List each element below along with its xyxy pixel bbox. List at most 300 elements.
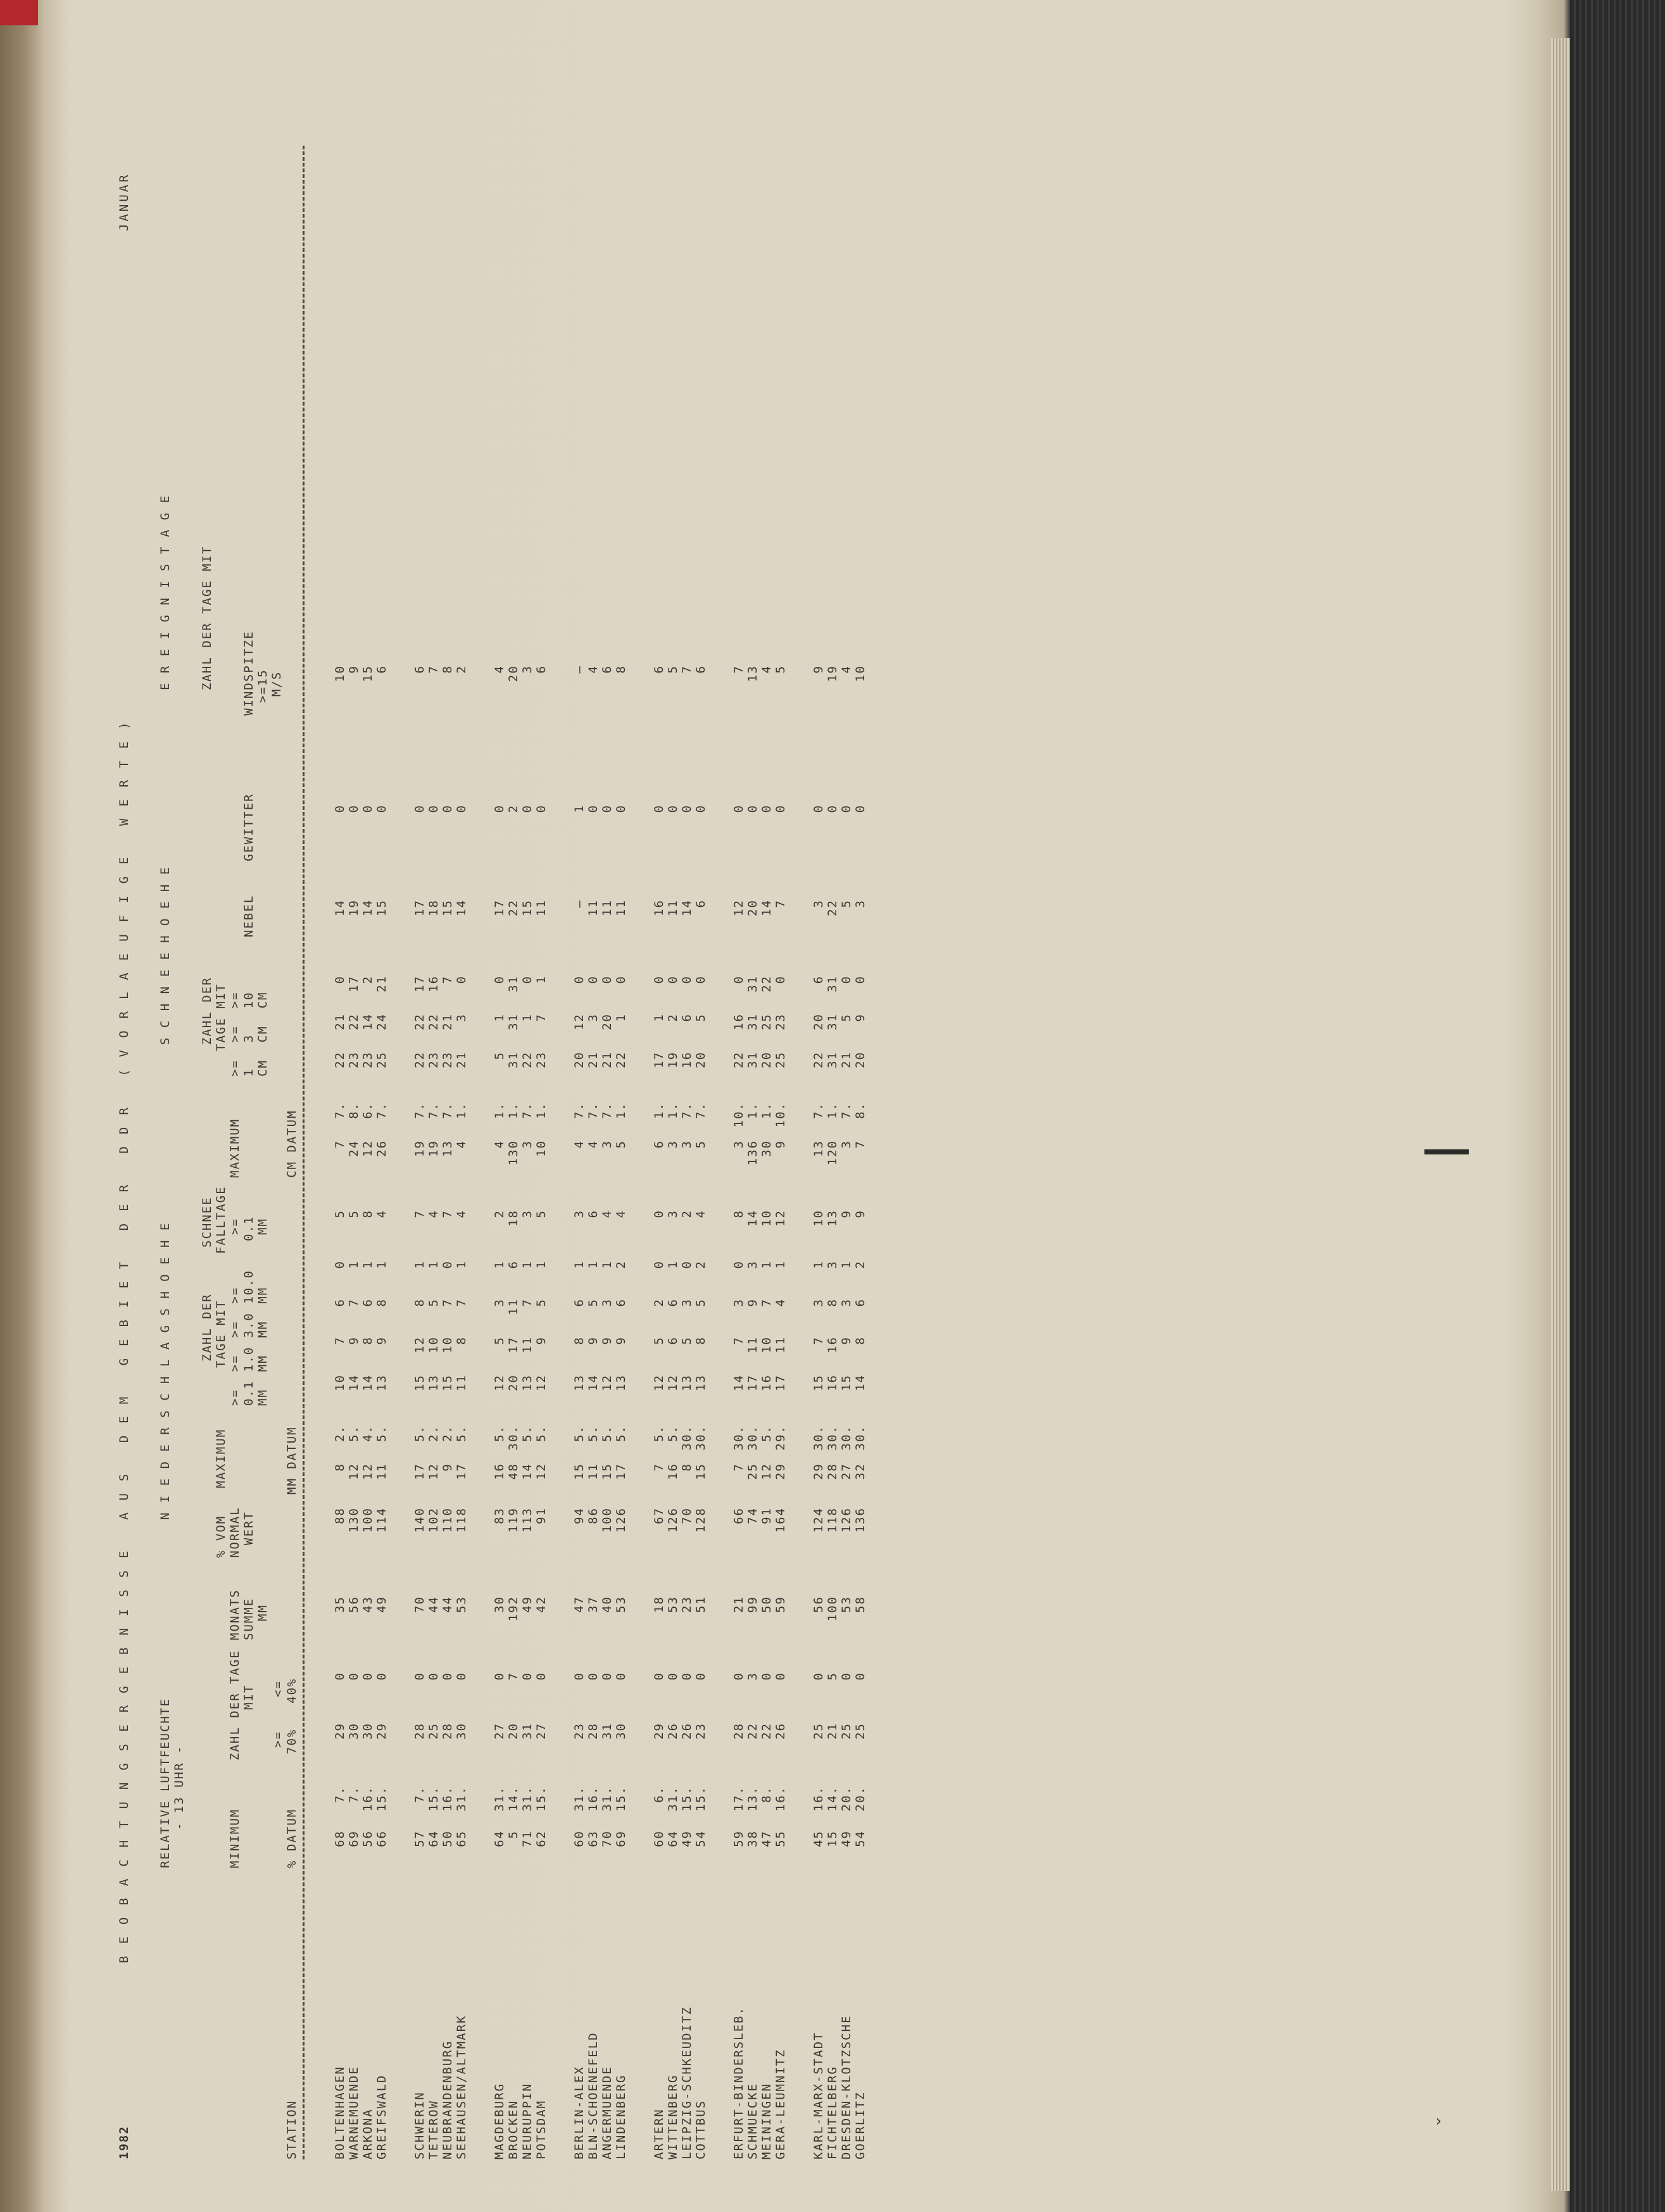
table-cell: 100 [361, 1507, 375, 1533]
table-cell: 7. [839, 1102, 853, 1119]
page-title: BEOBACHTUNGSERGEBNISSE AUS DEM GEBIET DER DDR (VORLAEUFIGE WERTE) [117, 710, 131, 1963]
table-cell: 26 [666, 1722, 680, 1740]
table-cell: 10 [760, 1336, 774, 1353]
table-cell: 8 [853, 1336, 867, 1345]
table-cell: 0 [375, 1672, 389, 1681]
table-cell: 18 [506, 1210, 520, 1227]
table-cell: 5 [534, 1298, 548, 1307]
table-cell: 49 [520, 1596, 534, 1613]
table-cell: 31 [826, 1013, 839, 1030]
table-cell: 30. [812, 1425, 826, 1451]
table-cell: 0 [680, 975, 694, 984]
table-cell: 5. [347, 1425, 361, 1442]
table-cell: 6 [361, 1298, 375, 1307]
table-cell: 3 [732, 1140, 746, 1149]
table-cell: 23 [347, 1051, 361, 1068]
table-cell: 8. [853, 1102, 867, 1119]
table-row [826, 76, 839, 2166]
table-cell: 17 [746, 1374, 760, 1391]
col-header-snow-depth-units: CM CM CM [256, 991, 270, 1077]
table-cell: 13 [375, 1374, 389, 1391]
table-cell: 25 [812, 1722, 826, 1740]
table-cell: 5. [534, 1425, 548, 1442]
table-cell: 15 [826, 1830, 839, 1847]
table-cell: 0 [586, 1672, 600, 1681]
table-cell: 8. [347, 1102, 361, 1119]
station-name: LINDENBERG [614, 2074, 628, 2159]
table-cell: 15. [694, 1786, 708, 1812]
table-cell: 0 [361, 1672, 375, 1681]
table-cell: 5 [666, 665, 680, 674]
table-cell: 25 [427, 1722, 441, 1740]
table-cell: 0 [333, 804, 347, 813]
table-cell: 17 [413, 899, 427, 916]
table-cell: 5 [333, 1210, 347, 1218]
station-name: POTSDAM [534, 2099, 548, 2159]
table-cell: 8 [826, 1298, 839, 1307]
table-cell: 3 [520, 1210, 534, 1218]
table-cell: 1 [652, 1013, 666, 1022]
table-cell: 15 [812, 1374, 826, 1391]
col-header-sum-unit: MM [256, 1604, 270, 1621]
table-cell: 13 [441, 1140, 455, 1157]
table-cell: 21 [375, 975, 389, 992]
table-cell: 13 [826, 1210, 839, 1227]
table-cell: 3 [839, 1140, 853, 1149]
year-label: 1982 [117, 2125, 131, 2159]
table-cell: 16 [732, 1013, 746, 1030]
table-cell: 64 [493, 1830, 506, 1847]
table-cell: 1 [572, 1260, 586, 1269]
table-cell: 0 [333, 1260, 347, 1269]
table-cell: 1 [520, 1013, 534, 1022]
table-cell: 94 [572, 1507, 586, 1524]
table-cell: 0 [652, 1210, 666, 1218]
table-cell: 14 [361, 1013, 375, 1030]
table-cell: 99 [746, 1596, 760, 1613]
table-cell: 31 [746, 1051, 760, 1068]
table-cell: 49 [839, 1830, 853, 1847]
table-cell: 136 [853, 1507, 867, 1533]
table-cell: 11 [666, 899, 680, 916]
col-header-mm-date: MM DATUM [285, 1426, 299, 1495]
table-cell: 6 [572, 1298, 586, 1307]
table-cell: 5 [614, 1140, 628, 1149]
table-cell: 7 [732, 1463, 746, 1472]
table-cell: 1 [774, 1260, 788, 1269]
table-cell: 14 [732, 1374, 746, 1391]
table-cell: 26 [375, 1140, 389, 1157]
table-cell: 51 [694, 1596, 708, 1613]
table-cell: 19 [427, 1140, 441, 1157]
table-cell: 128 [694, 1507, 708, 1533]
table-cell: 31. [493, 1786, 506, 1812]
rotated-data-sheet [95, 76, 1513, 2166]
table-cell: 12 [493, 1374, 506, 1391]
table-cell: 17 [413, 1463, 427, 1480]
table-cell: 0 [694, 804, 708, 813]
table-cell: 1 [572, 804, 586, 813]
station-name: MAGDEBURG [493, 2083, 506, 2159]
table-cell: 23 [572, 1722, 586, 1740]
table-cell: 1 [812, 1260, 826, 1269]
table-cell: 14 [520, 1463, 534, 1480]
table-cell: 17. [732, 1786, 746, 1812]
table-cell: 7. [441, 1102, 455, 1119]
table-row [455, 76, 468, 2166]
table-cell: 9 [839, 1210, 853, 1218]
table-cell: 5 [534, 1210, 548, 1218]
table-cell: 4 [586, 665, 600, 674]
table-cell: 28 [413, 1722, 427, 1740]
table-cell: 1 [427, 1260, 441, 1269]
table-cell: 38 [746, 1830, 760, 1847]
table-cell: 11 [506, 1298, 520, 1315]
table-cell: 25 [375, 1051, 389, 1068]
table-cell: 22 [347, 1013, 361, 1030]
table-cell: 28 [732, 1722, 746, 1740]
col-header-wind-gust: WINDSPITZE [242, 630, 256, 716]
table-cell: 7. [413, 1786, 427, 1803]
table-cell: 30. [506, 1425, 520, 1451]
table-cell: 15 [839, 1374, 853, 1391]
table-cell: 3 [812, 899, 826, 908]
table-cell: 31. [600, 1786, 614, 1812]
table-cell: 0 [413, 1672, 427, 1681]
table-cell: 18 [652, 1596, 666, 1613]
table-cell: 31 [520, 1722, 534, 1740]
table-cell: 3 [826, 1260, 839, 1269]
table-cell: 12 [427, 1463, 441, 1480]
table-cell: 3 [853, 899, 867, 908]
table-cell: 0 [853, 804, 867, 813]
station-group [493, 76, 548, 2166]
table-cell: 4 [586, 1140, 600, 1149]
table-cell: 17 [614, 1463, 628, 1480]
table-cell: 5. [614, 1425, 628, 1442]
table-cell: 25 [774, 1051, 788, 1068]
book-binding-edge [1570, 0, 1665, 2212]
table-cell: 15 [375, 899, 389, 916]
table-cell: 0 [333, 1672, 347, 1681]
table-cell: 13. [746, 1786, 760, 1812]
table-row [666, 76, 680, 2166]
table-cell: 14 [361, 899, 375, 916]
table-cell: 0 [413, 804, 427, 813]
table-cell: 13 [614, 1374, 628, 1391]
table-cell: 4 [572, 1140, 586, 1149]
table-cell: 44 [441, 1596, 455, 1613]
table-cell: 7. [572, 1102, 586, 1119]
table-cell: 5 [427, 1298, 441, 1307]
table-cell: 1. [826, 1102, 839, 1119]
col-header-snow-unit: MM [256, 1218, 270, 1235]
table-cell: 28 [586, 1722, 600, 1740]
table-row [732, 76, 746, 2166]
table-cell: 32 [853, 1463, 867, 1480]
table-cell: 15 [694, 1463, 708, 1480]
table-cell: 29 [375, 1722, 389, 1740]
table-cell: 3 [680, 1298, 694, 1307]
table-cell: 26 [680, 1722, 694, 1740]
table-cell: 0 [812, 804, 826, 813]
table-cell: 0 [652, 975, 666, 984]
table-cell: 9 [853, 1013, 867, 1022]
table-cell: 5 [694, 1140, 708, 1149]
table-cell: 6 [680, 1013, 694, 1022]
table-cell: 7. [520, 1102, 534, 1119]
table-cell: 3 [493, 1298, 506, 1307]
table-cell: 31 [600, 1722, 614, 1740]
table-cell: 11 [455, 1374, 468, 1391]
table-cell: 47 [760, 1830, 774, 1847]
table-cell: 23 [534, 1051, 548, 1068]
table-cell: 16 [427, 975, 441, 992]
table-cell: 27 [534, 1722, 548, 1740]
table-cell: 0 [455, 975, 468, 984]
table-cell: 29 [774, 1463, 788, 1480]
table-row [652, 76, 666, 2166]
station-name: GOERLITZ [853, 2091, 867, 2159]
station-name: SCHMUECKE [746, 2083, 760, 2159]
table-cell: 10. [732, 1102, 746, 1128]
table-cell: 15 [361, 665, 375, 682]
table-cell: 6 [652, 1140, 666, 1149]
table-cell: 13 [812, 1140, 826, 1157]
group-header-humidity: RELATIVE LUFTFEUCHTE [158, 1698, 172, 1868]
table-cell: 14. [506, 1786, 520, 1812]
col-header-station: STATION [285, 2099, 299, 2159]
table-cell: 7 [441, 1298, 455, 1307]
table-cell: 4 [760, 665, 774, 674]
table-cell: 8 [361, 1336, 375, 1345]
table-cell: 7 [853, 1140, 867, 1149]
table-cell: 66 [375, 1830, 389, 1847]
table-cell: 17 [652, 1051, 666, 1068]
table-cell: 9 [347, 665, 361, 674]
table-cell: 53 [839, 1596, 853, 1613]
col-header-70: 70% [285, 1728, 299, 1754]
table-cell: 2 [361, 975, 375, 984]
table-cell: 3 [812, 1298, 826, 1307]
table-cell: 6 [413, 665, 427, 674]
table-cell: 0 [520, 1672, 534, 1681]
table-cell: 49 [680, 1830, 694, 1847]
table-cell: 66 [732, 1507, 746, 1524]
table-cell: 1 [534, 975, 548, 984]
table-cell: 1 [600, 1260, 614, 1269]
table-cell: 1 [666, 1260, 680, 1269]
col-header-cm-date: CM DATUM [285, 1109, 299, 1178]
station-name: COTTBUS [694, 2099, 708, 2159]
table-cell: 0 [534, 804, 548, 813]
col-header-maximum: MAXIMUM [214, 1428, 228, 1488]
table-cell: 21 [732, 1596, 746, 1613]
table-cell: 0 [839, 975, 853, 984]
table-cell: 21 [455, 1051, 468, 1068]
table-cell: 5 [347, 1210, 361, 1218]
table-cell: 0 [600, 1672, 614, 1681]
table-cell: 0 [427, 1672, 441, 1681]
table-cell: 54 [853, 1830, 867, 1847]
group-header-humidity-sub: - 13 UHR - [172, 1745, 186, 1830]
table-cell: 7 [680, 665, 694, 674]
table-cell: 40 [600, 1596, 614, 1613]
table-cell: 67 [652, 1507, 666, 1524]
table-cell: 13 [572, 1374, 586, 1391]
table-cell: 55 [774, 1830, 788, 1847]
table-cell: 14 [746, 1210, 760, 1227]
table-cell: 56 [347, 1596, 361, 1613]
table-cell: 1 [614, 1013, 628, 1022]
table-cell: 20. [839, 1786, 853, 1812]
table-cell: 0 [839, 804, 853, 813]
table-cell: 0 [572, 975, 586, 984]
table-cell: 0 [614, 804, 628, 813]
table-cell: 15. [534, 1786, 548, 1812]
table-cell: 19 [666, 1051, 680, 1068]
table-cell: 7 [413, 1210, 427, 1218]
table-cell: 30. [826, 1425, 839, 1451]
table-cell: 7. [680, 1102, 694, 1119]
table-cell: 0 [732, 975, 746, 984]
table-cell: 91 [760, 1507, 774, 1524]
table-cell: 2 [853, 1260, 867, 1269]
header-divider [303, 146, 305, 2159]
col-header-pct-of: % VOM [214, 1515, 228, 1558]
table-cell: 30. [694, 1425, 708, 1451]
table-cell: 20 [746, 899, 760, 916]
table-cell: 91 [534, 1507, 548, 1524]
station-name: WARNEMUENDE [347, 2066, 361, 2159]
table-cell: 29 [333, 1722, 347, 1740]
col-header-value: WERT [242, 1511, 256, 1545]
table-cell: 12 [774, 1210, 788, 1227]
table-cell: — [572, 899, 586, 908]
table-cell: 15. [614, 1786, 628, 1812]
table-cell: 14 [333, 899, 347, 916]
table-cell: 17 [347, 975, 361, 992]
table-cell: 10 [333, 665, 347, 682]
table-cell: 1 [493, 1260, 506, 1269]
table-cell: 7 [812, 1336, 826, 1345]
table-cell: 29 [652, 1722, 666, 1740]
red-bookmark-tab [0, 0, 38, 25]
station-name: GERA-LEUMNITZ [774, 2049, 788, 2159]
table-cell: 126 [839, 1507, 853, 1533]
table-cell: 25 [853, 1722, 867, 1740]
binding-mark [1424, 1149, 1469, 1154]
table-cell: 136 [746, 1140, 760, 1166]
table-cell: 7 [732, 665, 746, 674]
table-cell: 0 [732, 804, 746, 813]
table-cell: 11 [534, 899, 548, 916]
table-cell: 54 [694, 1830, 708, 1847]
table-cell: 60 [652, 1830, 666, 1847]
table-cell: 7 [506, 1672, 520, 1681]
table-cell: 0 [732, 1672, 746, 1681]
col-header-le: <= [271, 1680, 285, 1697]
table-cell: 16. [441, 1786, 455, 1812]
table-cell: 0 [600, 975, 614, 984]
table-cell: 22 [746, 1722, 760, 1740]
table-cell: 4. [361, 1425, 375, 1442]
table-cell: 70 [413, 1596, 427, 1613]
table-cell: 0 [427, 804, 441, 813]
table-cell: 0 [520, 975, 534, 984]
table-cell: 0 [680, 804, 694, 813]
table-cell: 0 [441, 1672, 455, 1681]
table-cell: 83 [493, 1507, 506, 1524]
table-cell: 9 [347, 1336, 361, 1345]
table-cell: 3 [600, 1298, 614, 1307]
table-row [586, 76, 600, 2166]
table-cell: 12 [534, 1463, 548, 1480]
col-header-count: ZAHL DER [200, 1293, 214, 1362]
table-cell: 20 [694, 1051, 708, 1068]
col-header-event-days: ZAHL DER TAGE MIT [200, 545, 214, 690]
col-header-snow-depth-ge: >= >= >= [228, 991, 242, 1077]
table-cell: 17 [774, 1374, 788, 1391]
table-cell: 23 [774, 1013, 788, 1030]
table-cell: 9 [746, 1298, 760, 1307]
table-cell: 0 [666, 975, 680, 984]
table-cell: 102 [427, 1507, 441, 1533]
table-cell: 1. [506, 1102, 520, 1119]
table-cell: 59 [774, 1596, 788, 1613]
table-cell: 21 [600, 1051, 614, 1068]
table-cell: 9 [534, 1336, 548, 1345]
table-cell: 12 [732, 899, 746, 916]
table-cell: 14 [455, 899, 468, 916]
table-cell: 10 [853, 665, 867, 682]
table-cell: 31. [455, 1786, 468, 1812]
table-row [600, 76, 614, 2166]
table-cell: 7. [347, 1786, 361, 1803]
table-cell: 12 [361, 1140, 375, 1157]
table-row [441, 76, 455, 2166]
table-cell: 11 [586, 899, 600, 916]
table-cell: 2 [680, 1210, 694, 1218]
table-cell: 1. [455, 1102, 468, 1119]
table-cell: 1. [652, 1102, 666, 1119]
table-cell: 5. [375, 1425, 389, 1442]
table-cell: 30 [614, 1722, 628, 1740]
table-cell: 30. [680, 1425, 694, 1451]
table-cell: 30. [732, 1425, 746, 1451]
table-cell: 12 [572, 1013, 586, 1030]
table-cell: 0 [774, 804, 788, 813]
table-cell: 16 [680, 1051, 694, 1068]
table-cell: 118 [826, 1507, 839, 1533]
table-cell: 3 [746, 1672, 760, 1681]
table-cell: 15. [680, 1786, 694, 1812]
table-cell: 5. [413, 1425, 427, 1442]
table-cell: 30 [493, 1596, 506, 1613]
table-cell: 0 [680, 1672, 694, 1681]
table-cell: 15. [375, 1786, 389, 1812]
table-cell: 5. [760, 1425, 774, 1442]
table-cell: 11 [375, 1463, 389, 1480]
table-cell: 100 [600, 1507, 614, 1533]
table-cell: 60 [572, 1830, 586, 1847]
table-cell: 0 [441, 804, 455, 813]
table-cell: 9 [853, 1210, 867, 1218]
col-header-normal: NORMAL [228, 1507, 242, 1558]
table-cell: 1. [493, 1102, 506, 1119]
table-cell: 0 [600, 804, 614, 813]
table-cell: 6 [694, 899, 708, 908]
